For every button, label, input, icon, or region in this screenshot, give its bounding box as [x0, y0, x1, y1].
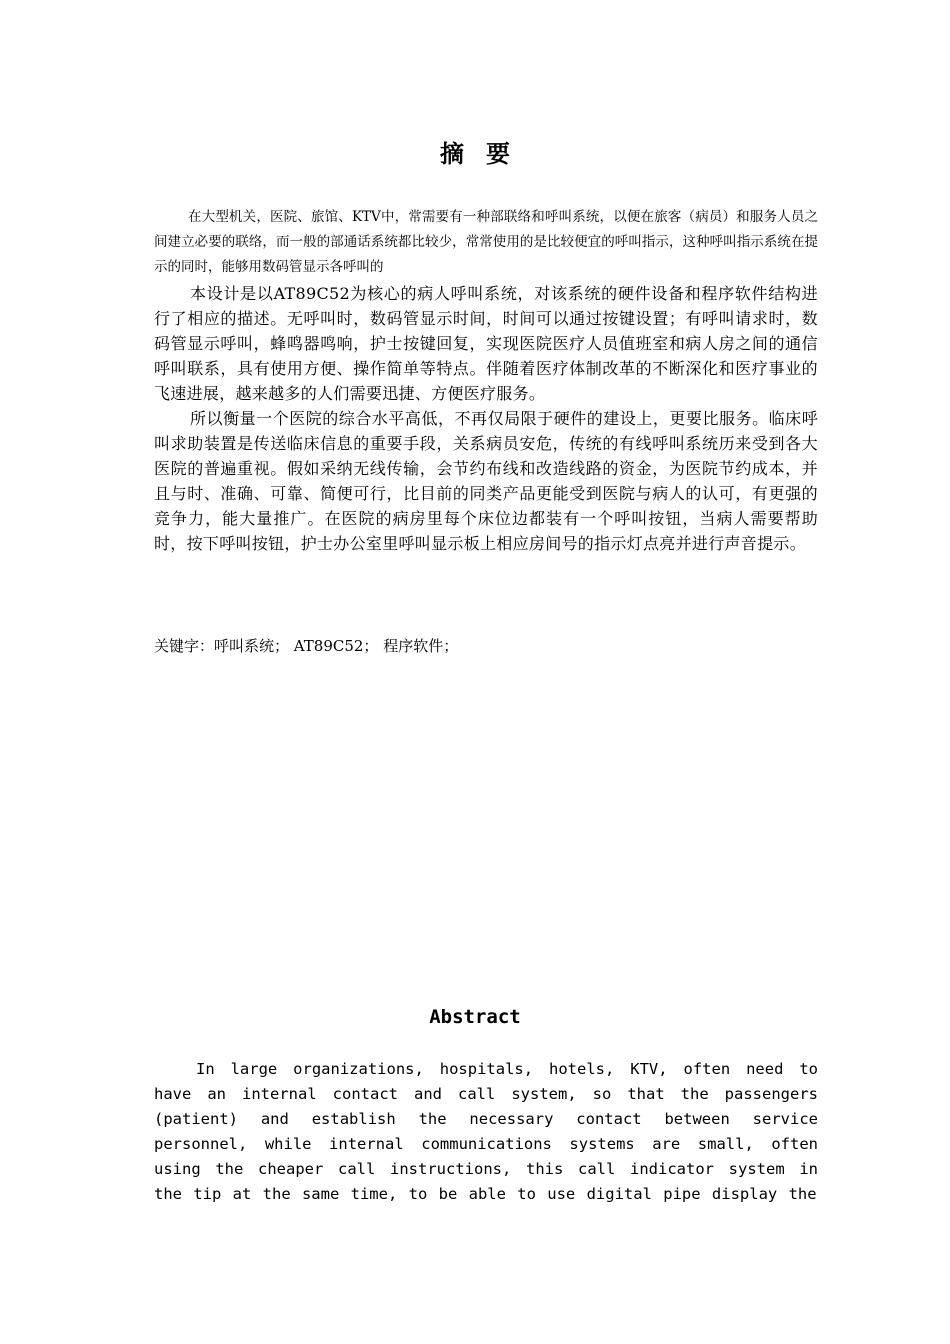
chinese-abstract-title: 摘要 — [440, 139, 532, 168]
abstract-paragraph-3: 所以衡量一个医院的综合水平高低，不再仅局限于硬件的建设上，更要比服务。临床呼叫求助装置是传送临床信息的重要手段，关系病员安危，传统的有线呼叫系统历来受到各大医院的普遍重视。假如采纳无线传输，会节约布线和改造线路的资金，为医院节约成本，并且与时、准确、可靠、简便可行，比目前的同类产品更能受到医院与病人的认可，有更强的竞争力，能大量推广。在医院的病房里每个床位边都装有一个呼叫按钮，当病人需要帮助时，按下呼叫按钮，护士办公室里呼叫显示板上相应房间号的指示灯点亮并进行声音提示。 — [154, 409, 818, 553]
english-abstract-title: Abstract — [429, 1006, 521, 1028]
chinese-abstract-intro — [154, 205, 818, 280]
chinese-abstract-body — [154, 281, 818, 556]
keywords-line: 关键字：呼叫系统； AT89C52； 程序软件； — [154, 637, 459, 655]
english-abstract-body — [154, 1057, 818, 1207]
abstract-paragraph-2: 本设计是以AT89C52为核心的病人呼叫系统，对该系统的硬件设备和程序软件结构进行了相应的描述。无呼叫时，数码管显示时间，时间可以通过按键设置；有呼叫请求时，数码管显示呼叫，蜂鸣器鸣响，护士按键回复，实现医院医疗人员值班室和病人房之间的通信呼叫联系，具有使用方便、操作简单等特点。伴随着医疗体制改革的不断深化和医疗事业的飞速进展，越来越多的人们需要迅捷、方便医疗服务。 — [154, 284, 818, 403]
abstract-paragraph-1: 在大型机关，医院、旅馆、KTV中，常需要有一种部联络和呼叫系统，以便在旅客（病员）和服务人员之间建立必要的联络，而一般的部通话系统都比较少，常常使用的是比较便宜的呼叫指示，这种呼叫指示系统在提示的同时，能够用数码管显示各呼叫的 — [154, 209, 818, 275]
english-paragraph-1: In large organizations, hospitals, hotels, KTV, often need to have an internal contact and call system, so that the passengers (patient) and establish the necessary contact between service personnel, while internal communications systems are small, often using the cheaper call instructions, this call indicator system in the tip at the same time, to be able to use digital pipe display the — [154, 1060, 818, 1203]
